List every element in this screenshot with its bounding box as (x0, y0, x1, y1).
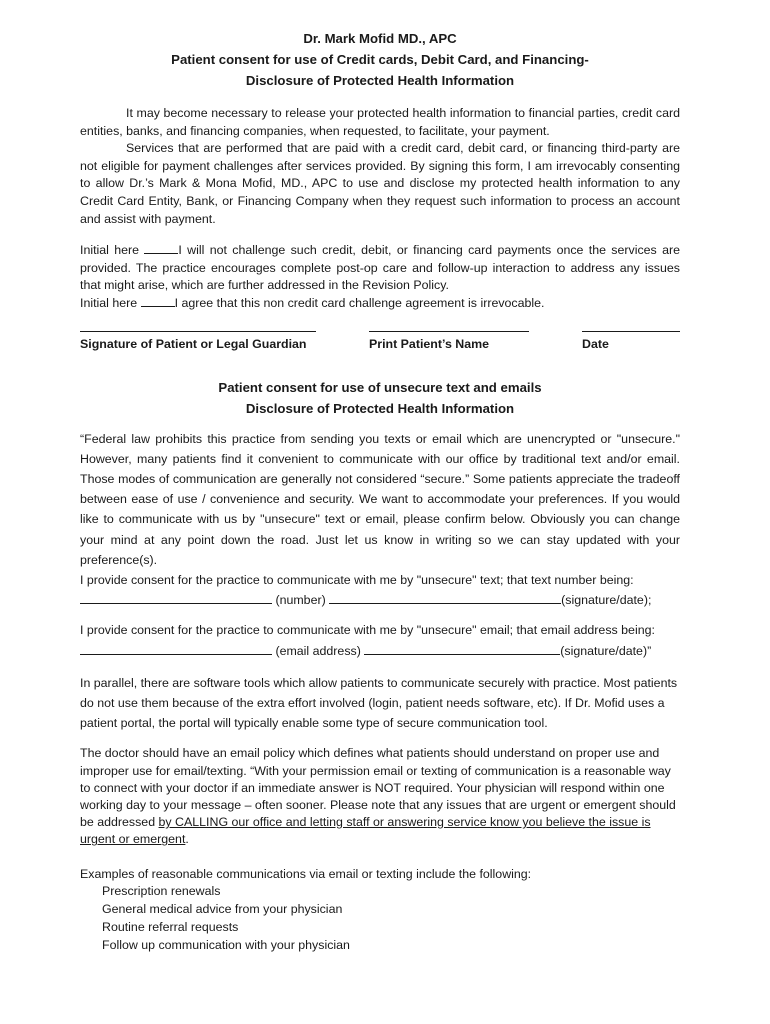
section2-title: Patient consent for use of unsecure text and emails (218, 379, 542, 395)
date-line[interactable] (582, 329, 680, 332)
email-policy-paragraph: The doctor should have an email policy which defines what patients should understand on proper use and improper use for email/texting. “With your permission email or texting of communication is a reasonable way to connect with your doctor if an immediate answer is NOT required. Your physician will respond within one working day to your message – often sooner. Please note that any issues that are urgent or emergent should be addressed by CALLING our office and letting staff or answering service know you believe the issue is urgent or emergent. (80, 746, 676, 847)
email-signature-date-field[interactable] (364, 643, 560, 655)
print-name-block (369, 329, 529, 351)
date-block (582, 329, 680, 351)
consent-title: Patient consent for use of Credit cards, Debit Card, and Financing- (171, 52, 589, 67)
doctor-name: Dr. Mark Mofid MD., APC (303, 31, 457, 46)
text-consent-statement: I provide consent for the practice to communicate with me by "unsecure" text; that text number being: (80, 572, 634, 587)
parallel-paragraph: In parallel, there are software tools which allow patients to communicate securely with practice. Most patients do not use them because of the extra effort involved (login, patient needs software, etc). If Dr. Mofid uses a patient portal, the portal will typically enable some type of secure communication tool. (80, 675, 678, 731)
initial-field-2[interactable] (141, 295, 175, 307)
section2-header (80, 377, 680, 419)
date-label: Date (582, 336, 609, 351)
email-consent-statement: I provide consent for the practice to communicate with me by "unsecure" email; that email address being: (80, 623, 655, 638)
patient-signature-line[interactable] (80, 329, 316, 332)
list-item: Routine referral requests (102, 919, 239, 934)
calling-office-instruction: by CALLING our office and letting staff or answering service know you believe the issue is urgent or emergent (80, 815, 651, 847)
signature-row (80, 329, 680, 351)
list-item: General medical advice from your physician (102, 901, 343, 916)
list-item: Prescription renewals (102, 884, 221, 899)
consent-subtitle: Disclosure of Protected Health Information (245, 73, 515, 88)
print-name-label: Print Patient’s Name (369, 336, 490, 351)
text-consent-fields: (number) (signature/date); (80, 590, 680, 610)
services-paragraph: Services that are performed that are paid with a credit card, debit card, or financing third-party are not eligible for payment challenges after services provided. By signing this form, I am irrevocably consenting to allow Dr.’s Mark & Mona Mofid, MD., APC to use and disclose my protected health information to any Credit Card Entity, Bank, or Financing Company when they request such information to process an account and assist with payment. (80, 141, 680, 226)
initial-field-1[interactable] (144, 242, 178, 254)
email-address-field[interactable] (80, 643, 272, 655)
section2-subtitle: Disclosure of Protected Health Information (245, 400, 515, 416)
release-paragraph: It may become necessary to release your protected health information to financial parties, credit card entities, banks, and financing companies, when requested, to facilitate, your payment. (80, 106, 680, 138)
document-header (80, 28, 680, 91)
initial-statement-1: Initial here I will not challenge such credit, debit, or financing card payments once the services are provided. The practice encourages complete post-op care and follow-up interaction to address any issues that might arise, which are further addressed in the Revision Policy. (80, 243, 680, 293)
email-consent-fields: (email address) (signature/date)” (80, 641, 680, 661)
list-item: Follow up communication with your physician (102, 937, 350, 952)
patient-signature-label: Signature of Patient or Legal Guardian (80, 336, 307, 351)
number-field[interactable] (80, 592, 272, 604)
federal-law-paragraph: “Federal law prohibits this practice from sending you texts or email which are unencrypted or "unsecure." However, many patients find it convenient to communicate with our office by traditional text and/or email. Those modes of communication are generally not considered “secure.” Some patients appreciate the tradeoff between ease of use / convenience and security. We want to accommodate your preferences. If you would like to communicate with us by "unsecure" text or email, please confirm below. Obviously you can change your mind at any point down the road. Just let us know in writing so we can stay updated with your preference(s). (80, 431, 680, 567)
examples-intro: Examples of reasonable communications via email or texting include the following: (80, 866, 532, 881)
text-signature-date-field[interactable] (329, 592, 561, 604)
examples-list (80, 883, 680, 954)
document-page (80, 28, 680, 954)
patient-signature-block (80, 329, 316, 351)
initial-statement-2: Initial here I agree that this non credit card challenge agreement is irrevocable. (80, 295, 545, 310)
print-name-line[interactable] (369, 329, 529, 332)
